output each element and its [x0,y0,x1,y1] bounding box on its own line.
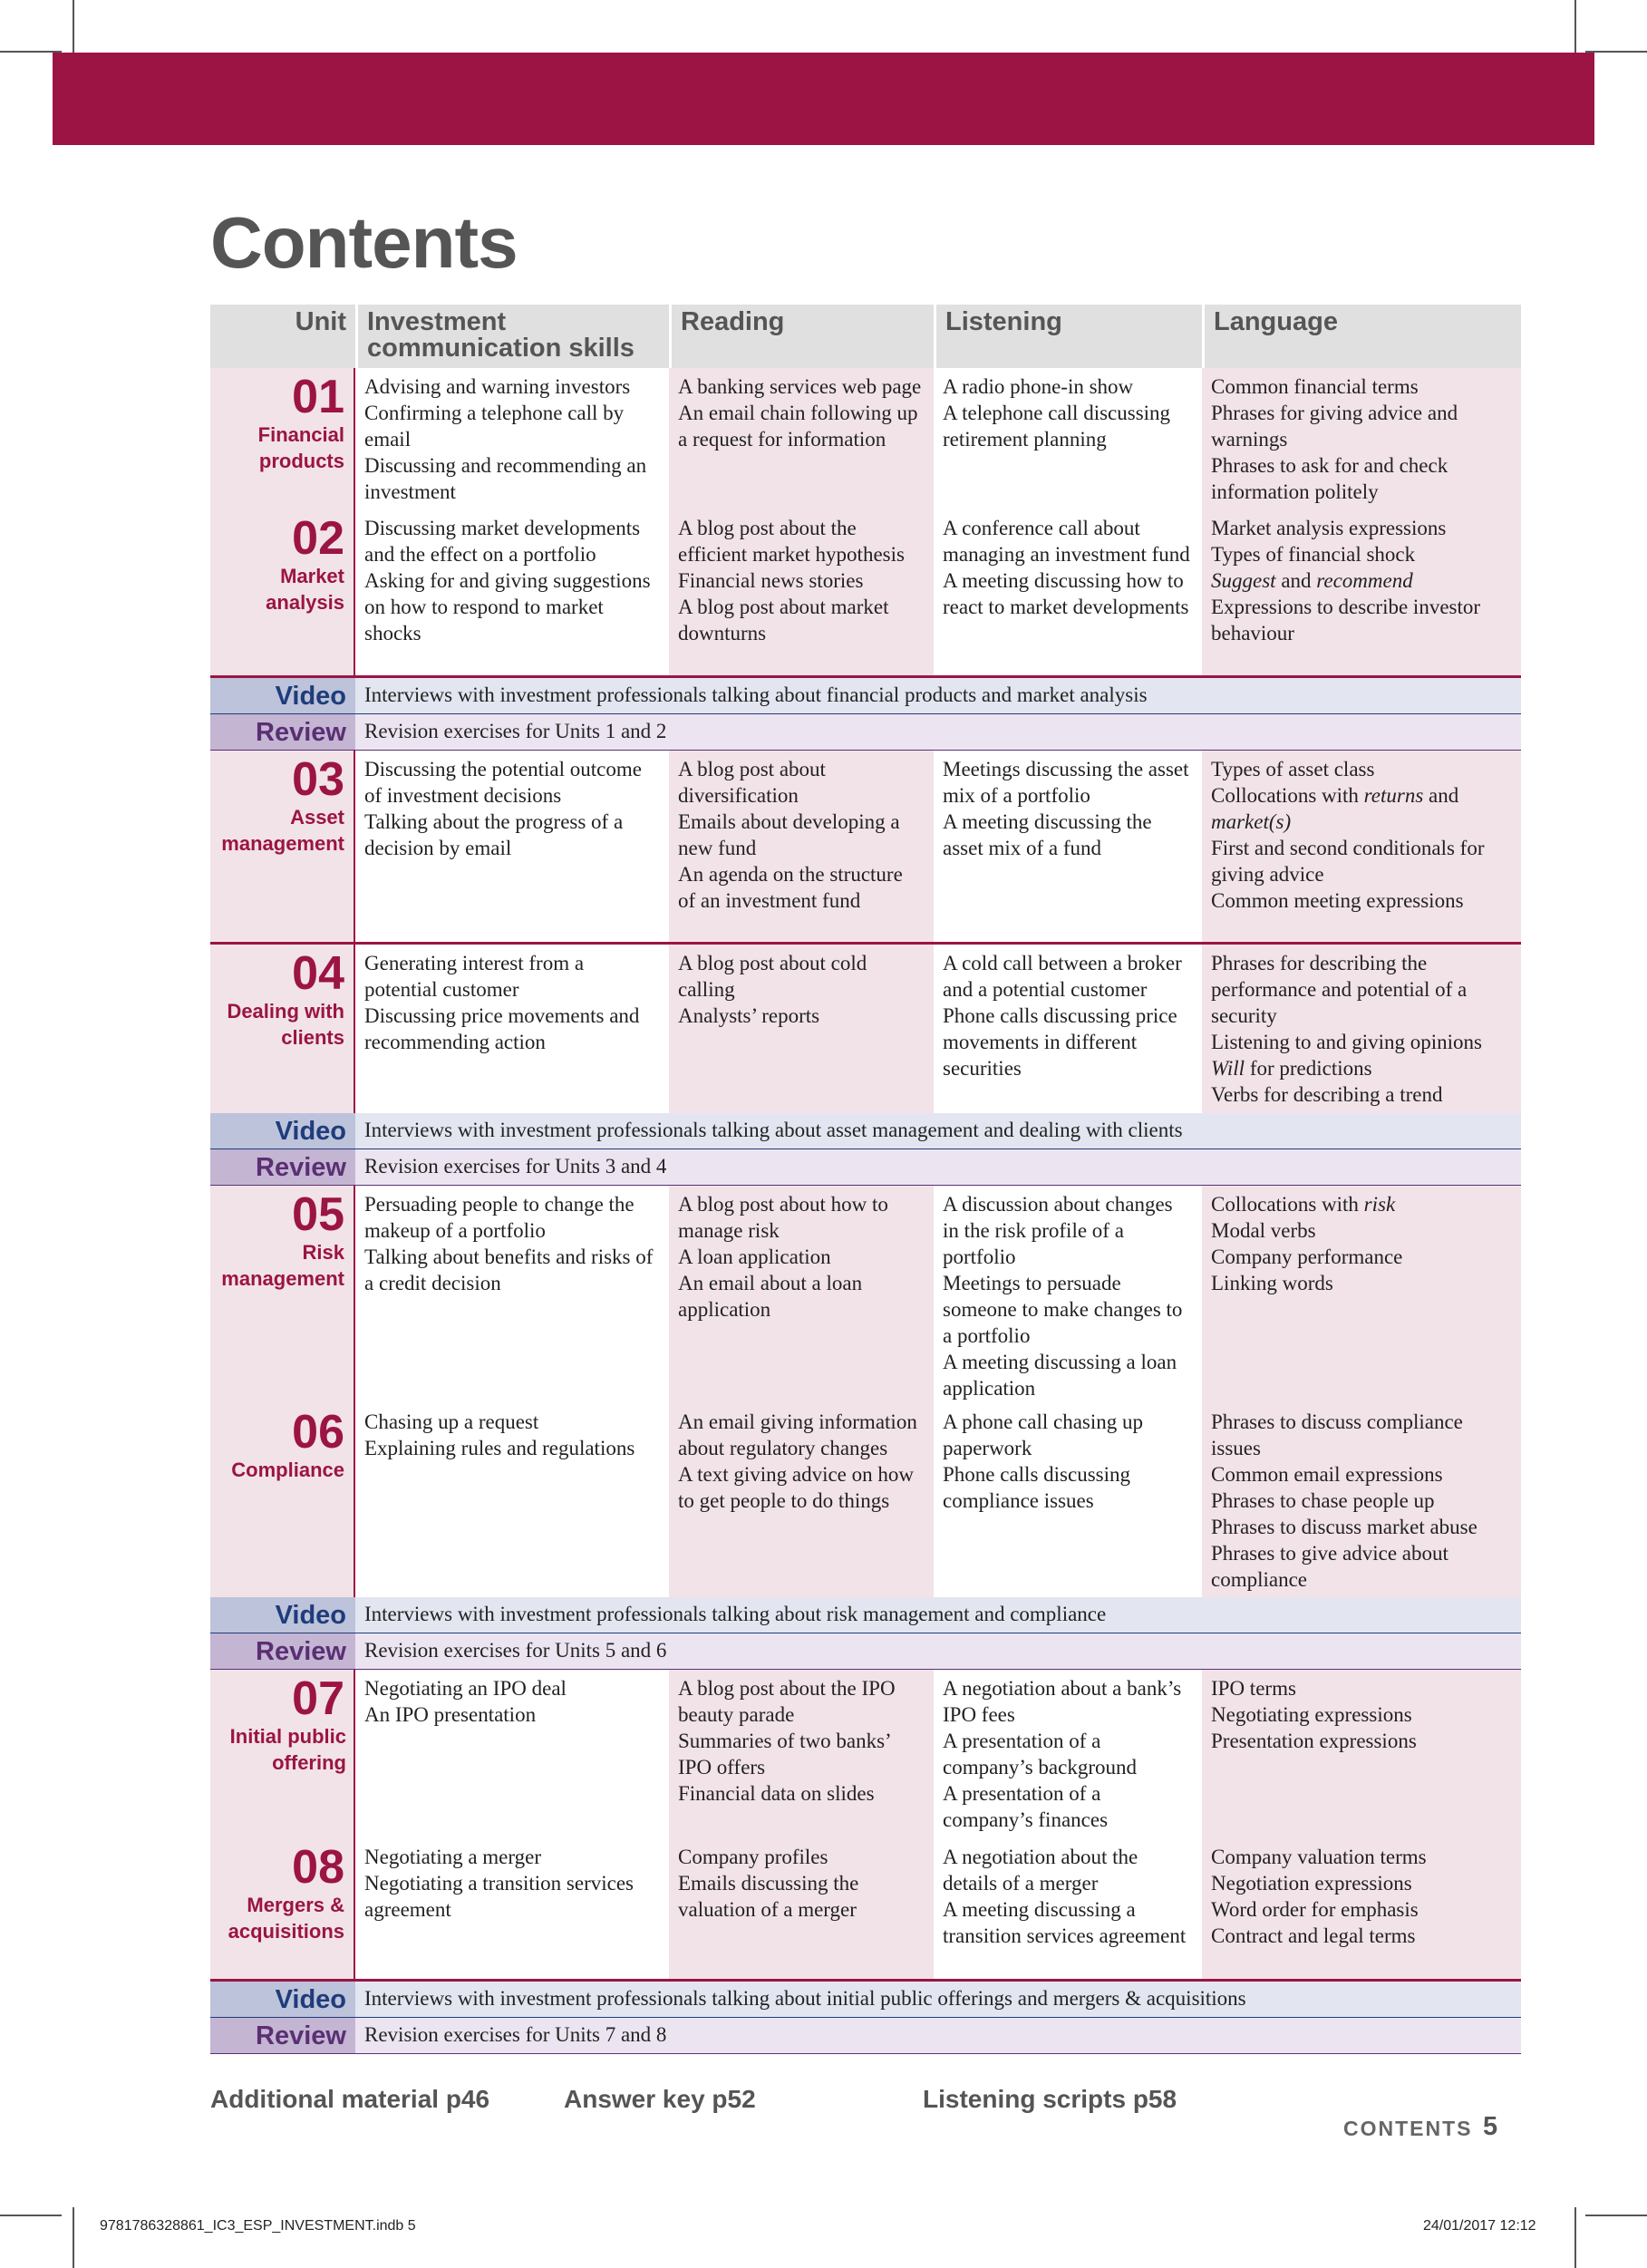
review-label: Review [210,714,355,750]
reading-cell-item: Summaries of two banks’ IPO offers [678,1730,891,1779]
language-cell-item: Market analysis expressions [1211,517,1447,539]
language-cell-item: Negotiation expressions [1211,1872,1412,1895]
unit-number: 08 [292,1841,344,1894]
language-cell-item: Word order for emphasis [1211,1898,1419,1921]
language-cell-item: Phrases for giving advice and warnings [1211,402,1458,451]
reading-cell-item: Emails discussing the valuation of a merger [678,1872,859,1921]
listening-cell-item: A negotiation about a bank’s IPO fees [943,1677,1182,1726]
video-description: Interviews with investment professionals talking about initial public offerings and mergers & acquisitions [355,1982,1521,2017]
video-label: Video [210,678,355,713]
language-cell [1202,1403,1521,1598]
unit-name: Initial public offering [229,1725,346,1774]
unit-number: 06 [292,1406,344,1459]
skills-cell [355,751,669,942]
reading-cell-item: A blog post about diversification [678,758,826,807]
language-cell-item: Types of asset class [1211,758,1375,780]
review-row [210,2018,1521,2054]
reading-cell-item: Company profiles [678,1846,828,1868]
language-cell-item: Phrases to discuss market abuse [1211,1516,1477,1538]
listening-cell-item: A meeting discussing a transition services agreement [943,1898,1187,1947]
language-cell-item: Negotiating expressions [1211,1703,1412,1726]
reading-cell-item: A loan application [678,1245,831,1268]
review-description: Revision exercises for Units 1 and 2 [355,714,1521,750]
unit-row [210,368,1521,509]
language-cell-item: Common email expressions [1211,1463,1443,1486]
reading-cell [669,368,934,510]
unit-row [210,1670,1521,1838]
language-cell-item: Phrases to ask for and check information politely [1211,454,1448,503]
unit-heading [210,368,355,510]
skills-cell [355,1838,669,1979]
video-label: Video [210,1597,355,1633]
reading-cell [669,1838,934,1979]
unit-name: Dealing with clients [227,1000,344,1049]
listening-cell-item: A cold call between a broker and a potential customer [943,952,1182,1001]
language-cell-item: Company valuation terms [1211,1846,1427,1868]
skills-cell-item: Chasing up a request [364,1410,539,1433]
page-number: 5 [1483,2112,1498,2141]
listening-cell-item: Phone calls discussing compliance issues [943,1463,1130,1512]
video-label: Video [210,1113,355,1149]
skills-cell-item: Confirming a telephone call by email [364,402,625,451]
video-row [210,678,1521,714]
listening-cell [934,1838,1202,1979]
video-description: Interviews with investment professionals talking about risk management and compliance [355,1597,1521,1633]
video-row [210,1113,1521,1149]
listening-cell-item: Meetings to persuade someone to make changes to a portfolio [943,1272,1183,1347]
listening-cell-item: A presentation of a company’s finances [943,1782,1109,1831]
reading-cell [669,751,934,942]
table-header [210,305,1521,368]
unit-name: Mergers & acquisitions [228,1894,344,1943]
unit-row [210,751,1521,945]
skills-cell-item: Discussing market developments and the effect on a portfolio [364,517,641,566]
unit-number: 04 [292,947,344,1000]
skills-cell [355,1670,669,1838]
unit-heading [210,1670,355,1838]
unit-heading [210,1186,355,1407]
review-label: Review [210,1633,355,1669]
header-unit: Unit [295,307,346,336]
language-cell-item: Common financial terms [1211,375,1419,398]
listening-cell [934,1403,1202,1598]
page-title: Contents [210,202,518,283]
listening-cell-item: A telephone call discussing retirement planning [943,402,1171,451]
crop-mark [0,2215,62,2216]
reading-cell-item: Financial news stories [678,569,864,592]
unit-name: Compliance [231,1459,344,1481]
language-cell-item: Types of financial shock [1211,543,1416,566]
language-cell-item: Collocations with returns and market(s) [1211,784,1459,833]
language-cell [1202,1670,1521,1838]
skills-cell-item: Discussing the potential outcome of investment decisions [364,758,642,807]
listening-cell [934,751,1202,942]
listening-cell [934,1186,1202,1407]
language-cell-item: Collocations with risk [1211,1193,1396,1216]
skills-cell [355,509,669,675]
skills-cell-item: Explaining rules and regulations [364,1437,635,1459]
review-row [210,714,1521,751]
video-row [210,1597,1521,1633]
skills-cell-item: Negotiating a merger [364,1846,542,1868]
skills-cell [355,1403,669,1598]
language-cell-item: Phrases to give advice about compliance [1211,1542,1448,1591]
language-cell-item: Will for predictions [1211,1057,1372,1080]
video-description: Interviews with investment professionals talking about asset management and dealing with clients [355,1113,1521,1149]
reading-cell-item: A blog post about how to manage risk [678,1193,888,1242]
header-listening: Listening [934,305,1202,368]
listening-cell-item: A conference call about managing an investment fund [943,517,1190,566]
skills-cell-item: Persuading people to change the makeup of a portfolio [364,1193,635,1242]
skills-cell-item: Talking about benefits and risks of a credit decision [364,1245,654,1294]
unit-name: Financial products [257,423,344,472]
language-cell [1202,1838,1521,1979]
unit-number: 01 [292,371,344,423]
language-cell-item: Phrases for describing the performance and potential of a security [1211,952,1468,1027]
reading-cell-item: A blog post about market downturns [678,596,889,645]
unit-heading [210,1838,355,1979]
listening-cell-item: A phone call chasing up paperwork [943,1410,1144,1459]
unit-number: 02 [292,512,344,565]
reading-cell-item: Analysts’ reports [678,1004,820,1027]
unit-row [210,509,1521,678]
unit-row [210,945,1521,1113]
language-cell [1202,1186,1521,1407]
listening-cell [934,509,1202,675]
language-cell [1202,945,1521,1113]
listening-cell-item: Phone calls discussing price movements in different securities [943,1004,1177,1080]
listening-cell-item: A presentation of a company’s background [943,1730,1137,1779]
header-banner [53,53,1594,145]
language-cell-item: Company performance [1211,1245,1403,1268]
video-label: Video [210,1982,355,2017]
skills-cell-item: Generating interest from a potential customer [364,952,585,1001]
skills-cell-item: Negotiating a transition services agreement [364,1872,635,1921]
review-label: Review [210,1149,355,1185]
print-slug-file: 9781786328861_IC3_ESP_INVESTMENT.indb 5 [100,2218,416,2234]
video-row [210,1982,1521,2018]
reading-cell-item: An email giving information about regulatory changes [678,1410,917,1459]
skills-cell-item: Discussing and recommending an investment [364,454,647,503]
skills-cell [355,1186,669,1407]
review-description: Revision exercises for Units 7 and 8 [355,2018,1521,2053]
listening-cell-item: Meetings discussing the asset mix of a portfolio [943,758,1189,807]
listening-cell-item: A meeting discussing how to react to market developments [943,569,1189,618]
language-cell-item: IPO terms [1211,1677,1296,1700]
review-row [210,1633,1521,1670]
language-cell-item: Listening to and giving opinions [1211,1031,1482,1053]
language-cell-item: Phrases to discuss compliance issues [1211,1410,1463,1459]
skills-cell-item: An IPO presentation [364,1703,537,1726]
unit-number: 07 [292,1672,344,1725]
additional-material-link[interactable]: Additional material p46 [210,2085,490,2113]
unit-heading [210,945,355,1113]
crop-mark [1585,2215,1647,2216]
reading-cell-item: A banking services web page [678,375,922,398]
reading-cell-item: An email about a loan application [678,1272,863,1321]
video-description: Interviews with investment professionals talking about financial products and market analysis [355,678,1521,713]
review-description: Revision exercises for Units 3 and 4 [355,1149,1521,1185]
skills-cell [355,945,669,1113]
header-skills: Investment communication skills [355,305,669,368]
reading-cell-item: An agenda on the structure of an investment fund [678,863,903,912]
unit-heading [210,1403,355,1598]
listening-cell-item: A negotiation about the details of a merger [943,1846,1138,1895]
listening-cell-item: A meeting discussing a loan application [943,1351,1177,1400]
listening-cell [934,1670,1202,1838]
language-cell-item: Common meeting expressions [1211,889,1464,912]
listening-scripts-link[interactable]: Listening scripts p58 [923,2085,1177,2113]
unit-heading [210,751,355,942]
language-cell [1202,368,1521,510]
review-row [210,1149,1521,1186]
language-cell [1202,509,1521,675]
skills-cell-item: Negotiating an IPO deal [364,1677,567,1700]
reading-cell-item: A blog post about the efficient market hypothesis [678,517,905,566]
crop-mark [73,2207,74,2268]
skills-cell-item: Advising and warning investors [364,375,631,398]
unit-name: Asset management [221,806,344,855]
print-slug-date: 24/01/2017 12:12 [1423,2218,1536,2234]
section-label: CONTENTS [1343,2117,1473,2140]
reading-cell [669,1670,934,1838]
review-description: Revision exercises for Units 5 and 6 [355,1633,1521,1669]
language-cell-item: Expressions to describe investor behaviour [1211,596,1481,645]
language-cell-item: Suggest and recommend [1211,569,1413,592]
skills-cell-item: Talking about the progress of a decision by email [364,810,624,859]
crop-mark [1585,51,1647,53]
listening-cell-item: A radio phone-in show [943,375,1134,398]
skills-cell-item: Discussing price movements and recommending action [364,1004,640,1053]
reading-cell-item: Financial data on slides [678,1782,875,1805]
language-cell [1202,751,1521,942]
contents-table [210,305,1521,2054]
unit-number: 05 [292,1188,344,1241]
review-label: Review [210,2018,355,2053]
unit-number: 03 [292,753,344,806]
reading-cell [669,945,934,1113]
reading-cell-item: Emails about developing a new fund [678,810,900,859]
header-reading: Reading [669,305,934,368]
unit-row [210,1403,1521,1597]
unit-row [210,1838,1521,1982]
reading-cell-item: An email chain following up a request for information [678,402,918,451]
crop-mark [1574,2207,1576,2268]
unit-heading [210,509,355,675]
unit-row [210,1186,1521,1403]
listening-cell [934,945,1202,1113]
language-cell-item: First and second conditionals for giving advice [1211,837,1485,886]
listening-cell-item: A meeting discussing the asset mix of a fund [943,810,1152,859]
language-cell-item: Presentation expressions [1211,1730,1417,1752]
unit-name: Risk management [221,1241,344,1290]
reading-cell [669,1403,934,1598]
listening-cell [934,368,1202,510]
header-language: Language [1202,305,1521,368]
language-cell-item: Phrases to chase people up [1211,1489,1435,1512]
unit-name: Market analysis [266,565,344,614]
language-cell-item: Contract and legal terms [1211,1924,1416,1947]
reading-cell-item: A text giving advice on how to get people to do things [678,1463,914,1512]
reading-cell [669,509,934,675]
reading-cell [669,1186,934,1407]
reading-cell-item: A blog post about cold calling [678,952,867,1001]
skills-cell [355,368,669,510]
language-cell-item: Linking words [1211,1272,1333,1294]
listening-cell-item: A discussion about changes in the risk profile of a portfolio [943,1193,1173,1268]
skills-cell-item: Asking for and giving suggestions on how to respond to market shocks [364,569,651,645]
language-cell-item: Modal verbs [1211,1219,1316,1242]
reading-cell-item: A blog post about the IPO beauty parade [678,1677,896,1726]
language-cell-item: Verbs for describing a trend [1211,1083,1443,1106]
answer-key-link[interactable]: Answer key p52 [564,2085,756,2113]
